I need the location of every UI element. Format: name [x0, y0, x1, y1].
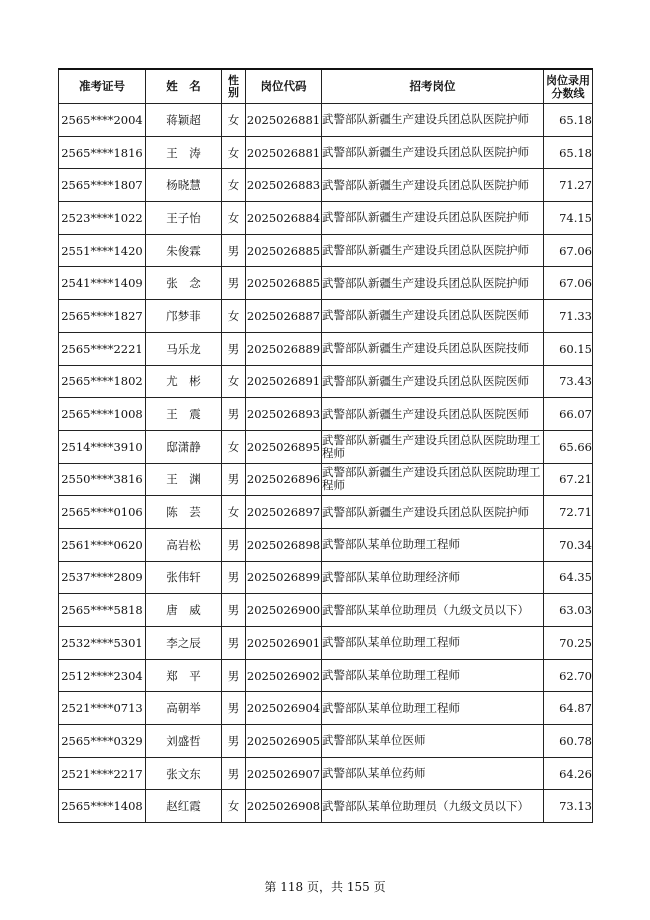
cell-exam-id: 2523****1022: [59, 202, 146, 235]
cell-post: 武警部队某单位助理工程师: [322, 659, 544, 692]
cell-name: 陈 芸: [146, 496, 222, 529]
cell-post-code: 2025026884: [246, 202, 322, 235]
cell-score: 66.07: [544, 398, 593, 431]
table-row: [59, 692, 593, 725]
cell-exam-id: 2521****2217: [59, 757, 146, 790]
cell-post-code: 2025026881: [246, 104, 322, 137]
page-footer: [0, 878, 650, 895]
cell-exam-id: 2565****2004: [59, 104, 146, 137]
header-sex-label: 性别: [228, 73, 239, 99]
header-score: [544, 69, 593, 104]
table-row: [59, 267, 593, 300]
cell-post-code: 2025026887: [246, 300, 322, 333]
cell-post-code: 2025026905: [246, 725, 322, 758]
cell-post-code: 2025026901: [246, 627, 322, 660]
cell-name: 王 涛: [146, 136, 222, 169]
cell-sex: 男: [222, 692, 246, 725]
table-row: [59, 202, 593, 235]
cell-post: 武警部队某单位药师: [322, 757, 544, 790]
table-row: [59, 430, 593, 463]
cell-exam-id: 2565****1408: [59, 790, 146, 823]
cell-name: 张文东: [146, 757, 222, 790]
cell-score: 70.34: [544, 528, 593, 561]
cell-name: 刘盛哲: [146, 725, 222, 758]
cell-post-code: 2025026889: [246, 332, 322, 365]
cell-name: 尤 彬: [146, 365, 222, 398]
cell-score: 60.15: [544, 332, 593, 365]
cell-exam-id: 2565****1008: [59, 398, 146, 431]
cell-score: 72.71: [544, 496, 593, 529]
cell-sex: 女: [222, 202, 246, 235]
cell-name: 李之辰: [146, 627, 222, 660]
cell-post-code: 2025026898: [246, 528, 322, 561]
cell-name: 杨晓慧: [146, 169, 222, 202]
cell-name: 郑 平: [146, 659, 222, 692]
cell-post: 武警部队某单位助理员（九级文员以下）: [322, 790, 544, 823]
cell-sex: 女: [222, 365, 246, 398]
footer-prefix: 第: [264, 880, 277, 894]
cell-name: 高朝举: [146, 692, 222, 725]
cell-score: 74.15: [544, 202, 593, 235]
cell-post: 武警部队新疆生产建设兵团总队医院助理工程师: [322, 430, 544, 463]
cell-score: 67.21: [544, 463, 593, 496]
cell-post-code: 2025026896: [246, 463, 322, 496]
footer-total-pages: 155: [346, 880, 370, 894]
footer-suffix: 页: [373, 880, 386, 894]
cell-score: 65.18: [544, 136, 593, 169]
cell-score: 65.66: [544, 430, 593, 463]
header-score-label: 岗位录用分数线: [546, 73, 590, 100]
table-row: [59, 365, 593, 398]
header-post-code: 岗位代码: [246, 69, 322, 104]
cell-exam-id: 2521****0713: [59, 692, 146, 725]
cell-name: 唐 威: [146, 594, 222, 627]
cell-post: 武警部队某单位助理经济师: [322, 561, 544, 594]
cell-post: 武警部队新疆生产建设兵团总队医院医师: [322, 365, 544, 398]
table-row: [59, 725, 593, 758]
cell-sex: 女: [222, 430, 246, 463]
cell-post: 武警部队某单位医师: [322, 725, 544, 758]
table-row: [59, 169, 593, 202]
table-row: [59, 594, 593, 627]
table-row: [59, 136, 593, 169]
admission-score-table: [58, 68, 593, 823]
cell-post-code: 2025026881: [246, 136, 322, 169]
cell-score: 73.43: [544, 365, 593, 398]
cell-score: 63.03: [544, 594, 593, 627]
cell-sex: 女: [222, 790, 246, 823]
cell-score: 60.78: [544, 725, 593, 758]
cell-post-code: 2025026902: [246, 659, 322, 692]
cell-post: 武警部队新疆生产建设兵团总队医院技师: [322, 332, 544, 365]
table-row: [59, 790, 593, 823]
cell-name: 王 渊: [146, 463, 222, 496]
cell-exam-id: 2532****5301: [59, 627, 146, 660]
cell-score: 64.87: [544, 692, 593, 725]
cell-name: 邝梦菲: [146, 300, 222, 333]
cell-score: 65.18: [544, 104, 593, 137]
cell-post: 武警部队某单位助理工程师: [322, 627, 544, 660]
cell-post: 武警部队新疆生产建设兵团总队医院护师: [322, 136, 544, 169]
cell-exam-id: 2541****1409: [59, 267, 146, 300]
table-row: [59, 332, 593, 365]
cell-post: 武警部队新疆生产建设兵团总队医院医师: [322, 300, 544, 333]
cell-score: 64.35: [544, 561, 593, 594]
cell-post: 武警部队新疆生产建设兵团总队医院助理工程师: [322, 463, 544, 496]
cell-exam-id: 2551****1420: [59, 234, 146, 267]
cell-post: 武警部队新疆生产建设兵团总队医院护师: [322, 267, 544, 300]
cell-score: 73.13: [544, 790, 593, 823]
cell-exam-id: 2512****2304: [59, 659, 146, 692]
cell-sex: 女: [222, 136, 246, 169]
cell-score: 67.06: [544, 267, 593, 300]
cell-sex: 女: [222, 169, 246, 202]
cell-post: 武警部队新疆生产建设兵团总队医院护师: [322, 104, 544, 137]
cell-post: 武警部队某单位助理工程师: [322, 528, 544, 561]
cell-post: 武警部队新疆生产建设兵团总队医院护师: [322, 496, 544, 529]
table-row: [59, 234, 593, 267]
cell-score: 62.70: [544, 659, 593, 692]
cell-exam-id: 2537****2809: [59, 561, 146, 594]
cell-post-code: 2025026885: [246, 234, 322, 267]
header-sex: [222, 69, 246, 104]
cell-sex: 男: [222, 594, 246, 627]
cell-sex: 男: [222, 234, 246, 267]
cell-post-code: 2025026895: [246, 430, 322, 463]
table-row: [59, 104, 593, 137]
cell-sex: 男: [222, 627, 246, 660]
table-row: [59, 300, 593, 333]
cell-name: 马乐龙: [146, 332, 222, 365]
table-row: [59, 398, 593, 431]
cell-post-code: 2025026897: [246, 496, 322, 529]
cell-exam-id: 2565****5818: [59, 594, 146, 627]
cell-sex: 女: [222, 300, 246, 333]
table-body: [59, 104, 593, 823]
cell-post: 武警部队某单位助理工程师: [322, 692, 544, 725]
footer-middle: 页，共: [306, 880, 343, 894]
cell-sex: 男: [222, 528, 246, 561]
cell-post-code: 2025026907: [246, 757, 322, 790]
cell-score: 64.26: [544, 757, 593, 790]
cell-sex: 男: [222, 267, 246, 300]
cell-post-code: 2025026908: [246, 790, 322, 823]
cell-sex: 男: [222, 659, 246, 692]
cell-score: 70.25: [544, 627, 593, 660]
cell-exam-id: 2565****1827: [59, 300, 146, 333]
table-row: [59, 496, 593, 529]
cell-exam-id: 2514****3910: [59, 430, 146, 463]
cell-name: 高岩松: [146, 528, 222, 561]
cell-sex: 女: [222, 496, 246, 529]
cell-name: 赵红霞: [146, 790, 222, 823]
cell-exam-id: 2550****3816: [59, 463, 146, 496]
cell-post: 武警部队某单位助理员（九级文员以下）: [322, 594, 544, 627]
cell-post: 武警部队新疆生产建设兵团总队医院医师: [322, 398, 544, 431]
cell-post: 武警部队新疆生产建设兵团总队医院护师: [322, 234, 544, 267]
cell-post-code: 2025026904: [246, 692, 322, 725]
cell-name: 朱俊霖: [146, 234, 222, 267]
cell-score: 71.33: [544, 300, 593, 333]
cell-name: 蒋颖超: [146, 104, 222, 137]
cell-post-code: 2025026883: [246, 169, 322, 202]
cell-sex: 男: [222, 561, 246, 594]
cell-post-code: 2025026885: [246, 267, 322, 300]
cell-exam-id: 2565****1807: [59, 169, 146, 202]
table-row: [59, 561, 593, 594]
cell-name: 王子怡: [146, 202, 222, 235]
table-row: [59, 627, 593, 660]
cell-sex: 女: [222, 104, 246, 137]
table-header: [59, 69, 593, 104]
cell-sex: 男: [222, 725, 246, 758]
cell-name: 邸潇静: [146, 430, 222, 463]
table-row: [59, 659, 593, 692]
cell-exam-id: 2565****0329: [59, 725, 146, 758]
cell-post-code: 2025026899: [246, 561, 322, 594]
table-row: [59, 757, 593, 790]
cell-name: 张伟轩: [146, 561, 222, 594]
cell-score: 71.27: [544, 169, 593, 202]
header-post: 招考岗位: [322, 69, 544, 104]
cell-sex: 男: [222, 757, 246, 790]
table-row: [59, 528, 593, 561]
header-name: 姓 名: [146, 69, 222, 104]
cell-exam-id: 2565****1816: [59, 136, 146, 169]
cell-exam-id: 2565****1802: [59, 365, 146, 398]
cell-name: 张 念: [146, 267, 222, 300]
table-row: [59, 463, 593, 496]
cell-post-code: 2025026891: [246, 365, 322, 398]
header-row: [59, 69, 593, 104]
cell-score: 67.06: [544, 234, 593, 267]
cell-sex: 男: [222, 332, 246, 365]
cell-post-code: 2025026893: [246, 398, 322, 431]
cell-exam-id: 2565****0106: [59, 496, 146, 529]
cell-sex: 男: [222, 463, 246, 496]
cell-exam-id: 2561****0620: [59, 528, 146, 561]
cell-exam-id: 2565****2221: [59, 332, 146, 365]
cell-post-code: 2025026900: [246, 594, 322, 627]
cell-name: 王 震: [146, 398, 222, 431]
header-exam-id: 准考证号: [59, 69, 146, 104]
cell-sex: 男: [222, 398, 246, 431]
cell-post: 武警部队新疆生产建设兵团总队医院护师: [322, 202, 544, 235]
cell-post: 武警部队新疆生产建设兵团总队医院护师: [322, 169, 544, 202]
footer-page-number: 118: [280, 880, 304, 894]
